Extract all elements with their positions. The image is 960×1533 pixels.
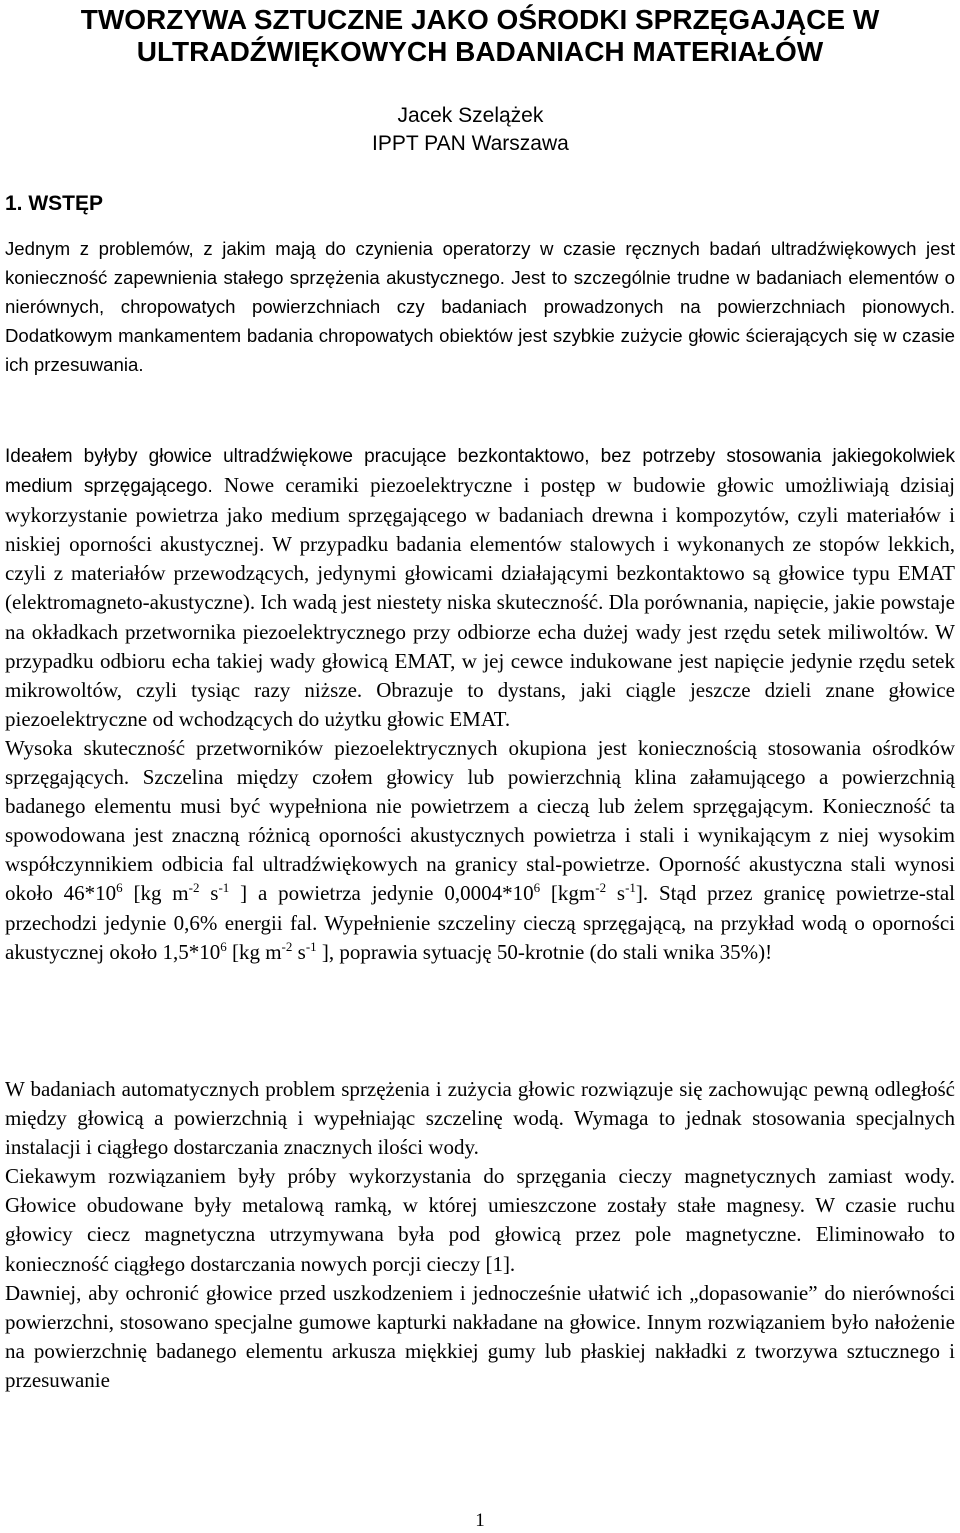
paragraph-automatic-text: W badaniach automatycznych problem sprzężenia i zużycia głowic rozwiązuje się zachowując pewną odległość między głowicą a powierzchnią i wypełniając szczelinę wodą. Wymaga to jednak stosowania specjalnych instalacji i ciągłego dostarczania znacznych ilości wody. — [5, 1077, 955, 1160]
paragraph-coupling-text-i: s — [292, 939, 306, 964]
paragraph-ideal-serif: Nowe ceramiki piezoelektryczne i postęp w budowie głowic umożliwiają dzisiaj wykorzystanie powietrza jako medium sprzęgającego w badaniach drewna i kompozytów, czyli materiałów i niskiej oporności akustycznej. W przypadku badania elementów stalowych i wykonanych ze stopów lekkich, czyli z materiałów przewodzących, jedynymi głowicami działającymi bezkontaktowo są głowice typu EMAT (elektromagneto-akustyczne). Ich wadą jest niestety niska skuteczność. Dla porównania, napięcie, jakie powstaje na okładkach przetwornika piezoelektrycznego przy odbiorze echa dużej wady jest rzędu setek miliwoltów. W przypadku odbioru echa takiej wady głowicą EMAT, w jej cewce indukowane jest napięcie jedynie rzędu setek mikrowoltów, czyli tysiąc razy niższe. Obrazuje to dystans, jaki ciągle jeszcze dzieli znane głowice piezoelektryczne od wchodzących do użytku głowic EMAT. — [5, 473, 955, 731]
paragraph-ideal-sans: Ideałem byłyby głowice ultradźwiękowe pracujące bezkontaktowo, bez potrzeby stosowania jakiegokolwiek medium sprzęgającego. — [5, 446, 955, 498]
paragraph-coupling-text-j: ], poprawia sytuację 50-krotnie (do stali wnika 35%)! — [316, 939, 773, 964]
paragraph-coupling-text-g: ]. Stąd przez granicę powietrze-stal przechodzi jedynie 0,6% energii fal. Wypełnienie szczeliny cieczą sprzęgającą, na przykład wodą o oporności akustycznej około 1,5*10 — [5, 881, 955, 964]
paragraph-main — [5, 441, 955, 967]
author-block — [372, 102, 569, 158]
author-name: Jacek Szelążek — [397, 104, 544, 127]
section-heading: 1. WSTĘP — [5, 192, 104, 215]
paragraph-caps-text: Dawniej, aby ochronić głowice przed uszkodzeniem i jednocześnie ułatwić ich „dopasowanie” do nierówności powierzchni, stosowano specjalne gumowe kapturki nakładane na głowice. Innym rozwiązaniem było nałożenie na powierzchnię badanego elementu arkusza miękkiej gumy lub płaskiej nakładki z tworzywa sztucznego i przesuwanie — [5, 1280, 955, 1392]
paragraph-coupling-text-a: Wysoka skuteczność przetworników piezoelektrycznych okupiona jest koniecznością stosowania ośrodków sprzęgających. Szczelina między czołem głowicy lub powierzchnią klina załamującego a powierzchnią badanego elementu musi być wypełniona nie powietrzem a cieczą lub żelem sprzęgającym. Konieczność ta spowodowana jest znaczną różnicą oporności akustycznych powietrza i stali i wynikającym z niej wysokim współczynnikiem odbicia fal ultradźwiękowych na granicy stal-powietrze. Oporność akustyczna stali wynosi około 46*10 — [5, 735, 955, 906]
author-affiliation: IPPT PAN Warszawa — [372, 132, 569, 155]
superscript: 6 — [116, 880, 123, 896]
superscript: -2 — [281, 938, 293, 954]
paragraph-coupling-text-e: [kgm — [540, 881, 596, 906]
superscript: 6 — [220, 938, 227, 954]
paragraph-coupling-text-f: s — [606, 881, 626, 906]
paragraph-automatic — [5, 1075, 955, 1395]
paragraph-magnetic-text: Ciekawym rozwiązaniem były próby wykorzystania do sprzęgania cieczy magnetycznych zamiast wody. Głowice obudowane były metalową ramką, w której umieszczone zostały stałe magnesy. W czasie ruchu głowicy ciecz magnetyczna utrzymywana była pod głowicą przez pole magnetyczne. Eliminowało to konieczność ciągłego dostarczania nowych porcji cieczy [1]. — [5, 1164, 955, 1276]
superscript: -1 — [305, 938, 317, 954]
paragraph-coupling-text-h: [kg m — [226, 939, 282, 964]
superscript: 6 — [533, 880, 541, 896]
superscript: -1 — [625, 880, 636, 896]
title-line-1: TWORZYWA SZTUCZNE JAKO OŚRODKI SPRZĘGAJĄCE W — [80, 4, 880, 35]
paragraph-intro: Jednym z problemów, z jakim mają do czynienia operatorzy w czasie ręcznych badań ultradźwiękowych jest konieczność zapewnienia stałego sprzężenia akustycznego. Jest to szczególnie trudne w badaniach elementów o nierównych, chropowatych powierzchniach czy badaniach prowadzonych na powierzchniach pionowych. Dodatkowym mankamentem badania chropowatych obiektów jest szybkie zużycie głowic ścierających się w czasie ich przesuwania. — [5, 238, 955, 376]
paper-title — [0, 4, 960, 68]
superscript: -1 — [218, 880, 230, 896]
superscript: -2 — [188, 880, 200, 896]
paragraph-coupling-text-c: s — [199, 881, 219, 906]
paragraph-coupling-text-b: [kg m — [122, 881, 189, 906]
superscript: -2 — [595, 880, 607, 896]
paragraph-coupling-text-d: ] a powietrza jedynie 0,0004*10 — [229, 881, 534, 906]
page-number: 1 — [475, 1510, 485, 1531]
title-line-2: ULTRADŹWIĘKOWYCH BADANIACH MATERIAŁÓW — [136, 36, 824, 67]
